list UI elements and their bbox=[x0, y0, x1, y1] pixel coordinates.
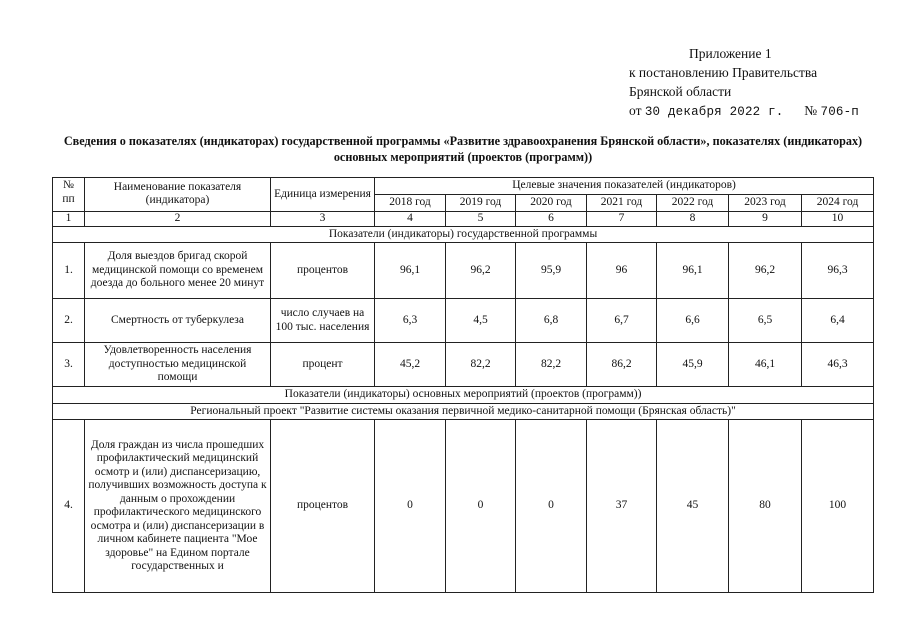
year-header: 2023 год bbox=[729, 195, 802, 212]
header-num: № пп bbox=[53, 178, 85, 212]
value-cell: 4,5 bbox=[446, 299, 516, 343]
column-number: 1 bbox=[53, 211, 85, 226]
year-header: 2019 год bbox=[446, 195, 516, 212]
header-name: Наименование показателя (индикатора) bbox=[85, 178, 271, 212]
table-row bbox=[53, 299, 874, 343]
value-cell: 6,7 bbox=[587, 299, 657, 343]
value-cell: 0 bbox=[446, 420, 516, 593]
section-title: Показатели (индикаторы) основных мероприятий (проектов (программ)) bbox=[53, 387, 874, 404]
column-number: 9 bbox=[729, 211, 802, 226]
appendix-region-line: Брянской области bbox=[629, 84, 732, 99]
value-cell: 45 bbox=[657, 420, 729, 593]
column-number: 10 bbox=[802, 211, 874, 226]
value-cell: 82,2 bbox=[446, 343, 516, 387]
year-header: 2021 год bbox=[587, 195, 657, 212]
date-value: 30 декабря 2022 г. bbox=[644, 105, 784, 119]
section-row bbox=[53, 387, 874, 404]
date-prefix: от bbox=[629, 103, 642, 118]
value-cell: 100 bbox=[802, 420, 874, 593]
subsection-row bbox=[53, 403, 874, 420]
value-cell: 96,1 bbox=[657, 243, 729, 299]
column-number: 8 bbox=[657, 211, 729, 226]
subsection-title: Региональный проект "Развитие системы оказания первичной медико-санитарной помощи (Брянская область)" bbox=[53, 403, 874, 420]
value-cell: 95,9 bbox=[516, 243, 587, 299]
value-cell: 37 bbox=[587, 420, 657, 593]
header-unit: Единица измерения bbox=[271, 178, 375, 212]
value-cell: 96,2 bbox=[446, 243, 516, 299]
appendix-header bbox=[629, 44, 899, 122]
number-value: 706-п bbox=[820, 105, 860, 119]
column-number: 3 bbox=[271, 211, 375, 226]
table-row bbox=[53, 420, 874, 593]
year-header: 2018 год bbox=[375, 195, 446, 212]
value-cell: 45,9 bbox=[657, 343, 729, 387]
value-cell: 46,1 bbox=[729, 343, 802, 387]
value-cell: 6,4 bbox=[802, 299, 874, 343]
document-title: Сведения о показателях (индикаторах) государственной программы «Развитие здравоохранения Брянской области», показателях (индикаторах) основных мероприятий (проектов (программ)) bbox=[63, 134, 863, 164]
value-cell: 96 bbox=[587, 243, 657, 299]
column-number: 5 bbox=[446, 211, 516, 226]
value-cell: 82,2 bbox=[516, 343, 587, 387]
row-number: 2. bbox=[53, 299, 85, 343]
row-number: 3. bbox=[53, 343, 85, 387]
indicator-name: Смертность от туберкулеза bbox=[85, 299, 271, 343]
value-cell: 86,2 bbox=[587, 343, 657, 387]
table-header-row bbox=[53, 178, 874, 195]
number-prefix: № bbox=[804, 103, 818, 118]
value-cell: 0 bbox=[375, 420, 446, 593]
indicator-name: Доля выездов бригад скорой медицинской помощи со временем доезда до больного менее 20 минут bbox=[85, 243, 271, 299]
section-title: Показатели (индикаторы) государственной программы bbox=[53, 226, 874, 243]
row-number: 1. bbox=[53, 243, 85, 299]
value-cell: 96,1 bbox=[375, 243, 446, 299]
table-row bbox=[53, 343, 874, 387]
value-cell: 96,3 bbox=[802, 243, 874, 299]
indicator-unit: процентов bbox=[271, 420, 375, 593]
section-row bbox=[53, 226, 874, 243]
column-number: 4 bbox=[375, 211, 446, 226]
appendix-date-line bbox=[629, 101, 899, 122]
value-cell: 0 bbox=[516, 420, 587, 593]
table-row bbox=[53, 243, 874, 299]
appendix-title: Приложение 1 bbox=[689, 46, 772, 61]
value-cell: 46,3 bbox=[802, 343, 874, 387]
header-targets: Целевые значения показателей (индикаторов) bbox=[375, 178, 874, 195]
indicator-name: Удовлетворенность населения доступностью медицинской помощи bbox=[85, 343, 271, 387]
value-cell: 80 bbox=[729, 420, 802, 593]
column-number: 2 bbox=[85, 211, 271, 226]
indicator-name: Доля граждан из числа прошедших профилактический медицинский осмотр и (или) диспансеризацию, получивших возможность доступа к данным о прохождении профилактического медицинского осмотра и (или) диспансеризации в личном кабинете пациента "Мое здоровье" на Едином портале государственных и bbox=[85, 420, 271, 593]
column-number: 7 bbox=[587, 211, 657, 226]
value-cell: 6,3 bbox=[375, 299, 446, 343]
indicator-unit: число случаев на 100 тыс. населения bbox=[271, 299, 375, 343]
value-cell: 6,5 bbox=[729, 299, 802, 343]
appendix-resolution-line: к постановлению Правительства bbox=[629, 65, 818, 80]
year-header: 2022 год bbox=[657, 195, 729, 212]
indicators-table bbox=[52, 177, 874, 593]
value-cell: 6,6 bbox=[657, 299, 729, 343]
column-number: 6 bbox=[516, 211, 587, 226]
year-header: 2020 год bbox=[516, 195, 587, 212]
row-number: 4. bbox=[53, 420, 85, 593]
value-cell: 96,2 bbox=[729, 243, 802, 299]
value-cell: 6,8 bbox=[516, 299, 587, 343]
column-numbers-row bbox=[53, 211, 874, 226]
indicator-unit: процентов bbox=[271, 243, 375, 299]
value-cell: 45,2 bbox=[375, 343, 446, 387]
indicator-unit: процент bbox=[271, 343, 375, 387]
year-header: 2024 год bbox=[802, 195, 874, 212]
